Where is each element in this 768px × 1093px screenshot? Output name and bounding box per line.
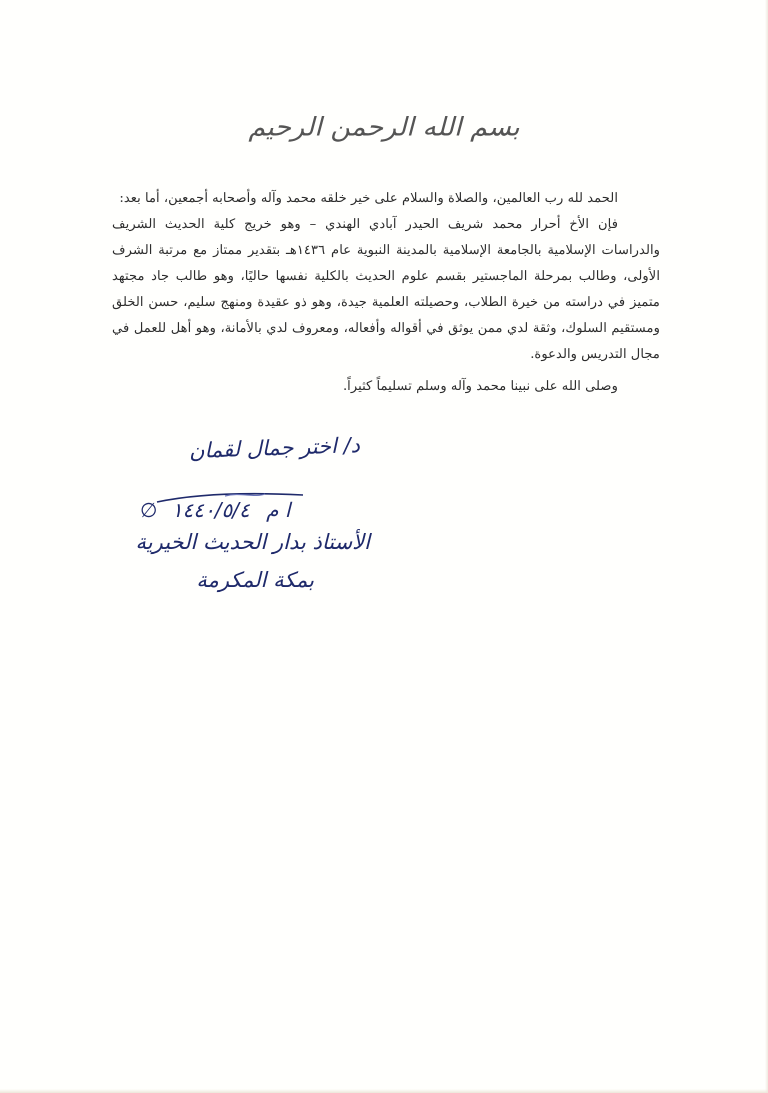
signature-date: ١٤٤٠/٥/٤ [171,498,250,522]
basmala-header: بسم الله الرحمن الرحيم [248,112,520,143]
signatory-name: د/ اختر جمال لقمان [188,433,361,463]
initials-mark: ∅ [140,498,158,522]
letter-body [112,186,660,400]
recommendation-paragraph: فإن الأخ أحرار محمد شريف الحيدر آبادي الهندي – وهو خريج كلية الحديث الشريف والدراسات الإسلامية بالجامعة الإسلامية بالمدينة النبوية عام ١٤٣٦هـ بتقدير ممتاز مع مرتبة الشرف الأولى، وطالب بمرحلة الماجستير بقسم علوم الحديث بالكلية نفسها حاليًا، وهو طالب جاد مجتهد متميز في دراسته من خيرة الطلاب، وحصيلته العلمية جيدة، وهو ذو عقيدة ومنهج سليم، حسن الخلق ومستقيم السلوك، وثقة لدي ممن يوثق في أقواله وأفعاله، ومعروف لدي بالأمانة، وهو أهل للعمل في مجال التدريس والدعوة. [112,217,660,362]
signature-date-row [140,498,340,522]
page-edge-shadow-bottom [0,1089,768,1093]
signatory-city: بمكة المكرمة [196,568,314,592]
signatory-title: الأستاذ بدار الحديث الخيرية [135,530,370,554]
signature-mark: ا م [266,498,291,522]
closing-paragraph: وصلى الله على نبينا محمد وآله وسلم تسليماً كثيراً. [342,379,618,394]
opening-paragraph: الحمد لله رب العالمين، والصلاة والسلام على خير خلقه محمد وآله وأصحابه أجمعين، أما بعد: [119,191,618,206]
